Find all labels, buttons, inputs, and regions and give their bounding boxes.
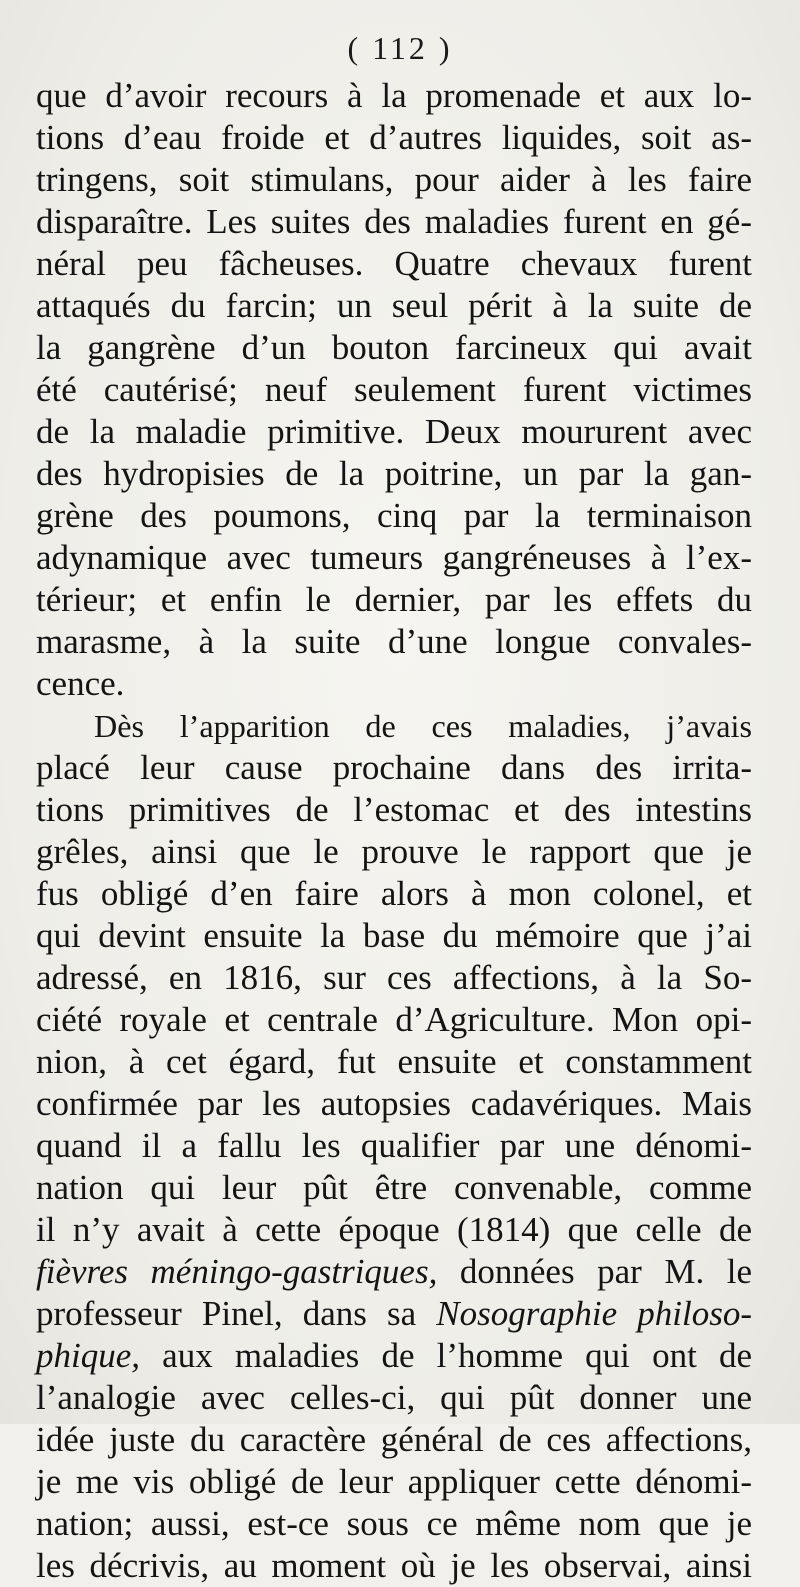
italic-text: phique, [36,1336,141,1375]
text-line: idée juste du caractère général de ces affections, [36,1420,752,1459]
text-line [36,1293,752,1335]
text-line [36,1251,752,1293]
text-line: tions d’eau froide et d’autres liquides, soit as- [36,118,752,157]
text-line: que d’avoir recours à la promenade et aux lo- [36,76,752,115]
text-line: été cautérisé; neuf seulement furent victimes [36,370,752,409]
text-line: cence. [36,664,125,703]
text-line: néral peu fâcheuses. Quatre chevaux furent [36,244,752,283]
text-line: marasme, à la suite d’une longue convales- [36,622,752,661]
text-segment: données par M. le [437,1252,752,1291]
text-line: les décrivis, au moment où je les observai, ainsi [36,1546,752,1585]
text-line: adynamique avec tumeurs gangréneuses à l’ex- [36,538,752,577]
text-line: quand il a fallu les qualifier par une dénomi- [36,1126,752,1165]
text-segment: aux maladies de l’homme qui ont de [140,1336,752,1375]
text-line: térieur; et enfin le dernier, par les effets du [36,580,752,619]
text-line: il n’y avait à cette époque (1814) que celle de [36,1210,752,1249]
text-line: confirmée par les autopsies cadavériques. Mais [36,1084,752,1123]
text-line: des hydropisies de la poitrine, un par la gan- [36,454,752,493]
page-number: ( 112 ) [347,30,453,66]
text-segment: professeur Pinel, dans sa [36,1294,437,1333]
text-line: de la maladie primitive. Deux moururent avec [36,412,752,451]
text-line: Dès l’apparition de ces maladies, j’avais [94,708,752,744]
italic-text: fièvres méningo-gastriques, [36,1252,438,1291]
text-line: grène des poumons, cinq par la terminaison [36,496,752,535]
body-text [36,75,752,1587]
text-line: nation qui leur pût être convenable, comme [36,1168,752,1207]
text-line: attaqués du farcin; un seul périt à la suite de [36,286,752,325]
text-line: tions primitives de l’estomac et des intestins [36,790,752,829]
text-line [36,1335,752,1377]
text-line: je me vis obligé de leur appliquer cette dénomi- [36,1462,752,1501]
text-line: nation; aussi, est-ce sous ce même nom que je [36,1504,752,1543]
text-line: tringens, soit stimulans, pour aider à les faire [36,160,752,199]
text-line: disparaître. Les suites des maladies furent en gé- [36,202,752,241]
italic-text: Nosographie philoso- [436,1294,752,1333]
text-line: grêles, ainsi que le prouve le rapport que je [36,832,752,871]
text-line: adressé, en 1816, sur ces affections, à la So- [36,958,752,997]
text-line: nion, à cet égard, fut ensuite et constamment [36,1042,752,1081]
text-line: qui devint ensuite la base du mémoire que j’ai [36,916,752,955]
text-line: l’analogie avec celles-ci, qui pût donner une [36,1378,752,1417]
text-line: fus obligé d’en faire alors à mon colonel, et [36,874,752,913]
text-line: la gangrène d’un bouton farcineux qui avait [36,328,752,367]
text-line: placé leur cause prochaine dans des irrita- [36,748,752,787]
text-line: ciété royale et centrale d’Agriculture. Mon opi- [36,1000,752,1039]
